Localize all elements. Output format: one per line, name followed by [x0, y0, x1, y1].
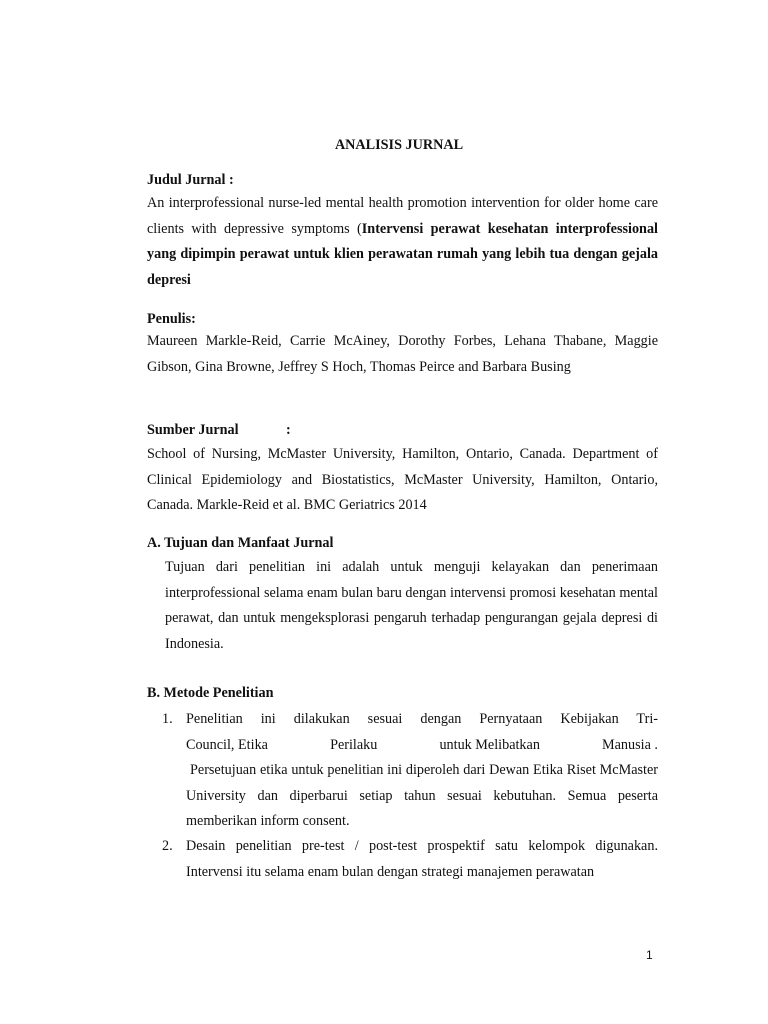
document-title: ANALISIS JURNAL — [334, 137, 464, 153]
list-item-body: Desain penelitian pre-test / post-test prospektif satu kelompok digunakan. Intervensi itu selama enam bulan dengan strategi manajemen perawatan — [186, 838, 658, 880]
list-item-line1 — [186, 707, 658, 733]
judul-text-bold: Intervensi perawat kesehatan interprofessional yang dipimpin perawat untuk klien perawatan rumah yang lebih tua dengan gejala depresi — [147, 220, 658, 288]
list-item-number: 1. — [162, 711, 173, 727]
list-item-rest: Persetujuan etika untuk penelitian ini diperoleh dari Dewan Etika Riset McMaster University dan diperbarui setiap tahun sesuai kebutuhan. Semua peserta memberikan inform consent. — [186, 762, 658, 829]
line2-part: Council, Etika — [186, 736, 268, 753]
line2-part: untuk Melibatkan — [439, 736, 540, 753]
section-b-heading: B. Metode Penelitian — [147, 685, 274, 701]
list-item-line1-text: Penelitian ini dilakukan sesuai dengan Pernyataan Kebijakan Tri- — [186, 711, 658, 727]
section-a-text: Tujuan dari penelitian ini adalah untuk menguji kelayakan dan penerimaan interprofessional selama enam bulan baru dengan intervensi promosi kesehatan mental perawat, dan untuk mengeksplorasi pengaruh terhadap pengurangan gejala depresi di Indonesia. — [165, 559, 658, 652]
sumber-heading — [147, 422, 447, 439]
list-item-number: 2. — [162, 838, 173, 854]
sumber-heading-label: Sumber Jurnal — [147, 422, 239, 438]
sumber-colon: : — [286, 422, 291, 438]
line2-part: Perilaku — [330, 736, 378, 753]
section-a-heading: A. Tujuan dan Manfaat Jurnal — [147, 535, 334, 551]
penulis-heading: Penulis: — [147, 311, 196, 327]
judul-heading: Judul Jurnal : — [147, 172, 234, 188]
list-item-line2 — [186, 733, 658, 759]
line2-part: Manusia . — [602, 736, 658, 753]
page-number: 1 — [646, 948, 653, 962]
judul-text — [147, 191, 658, 293]
sumber-text: School of Nursing, McMaster University, Hamilton, Ontario, Canada. Department of Clinical Epidemiology and Biostatistics, McMaster University, Hamilton, Ontario, Canada. Markle-Reid et al. BMC Geriatrics 2014 — [147, 446, 658, 513]
list-item-body — [186, 707, 658, 835]
penulis-text: Maureen Markle-Reid, Carrie McAiney, Dorothy Forbes, Lehana Thabane, Maggie Gibson, Gina Browne, Jeffrey S Hoch, Thomas Peirce and Barbara Busing — [147, 333, 658, 375]
judul-text-plain: An interprofessional nurse-led mental health promotion intervention for older home care clients with depressive symptoms ( — [147, 195, 658, 237]
